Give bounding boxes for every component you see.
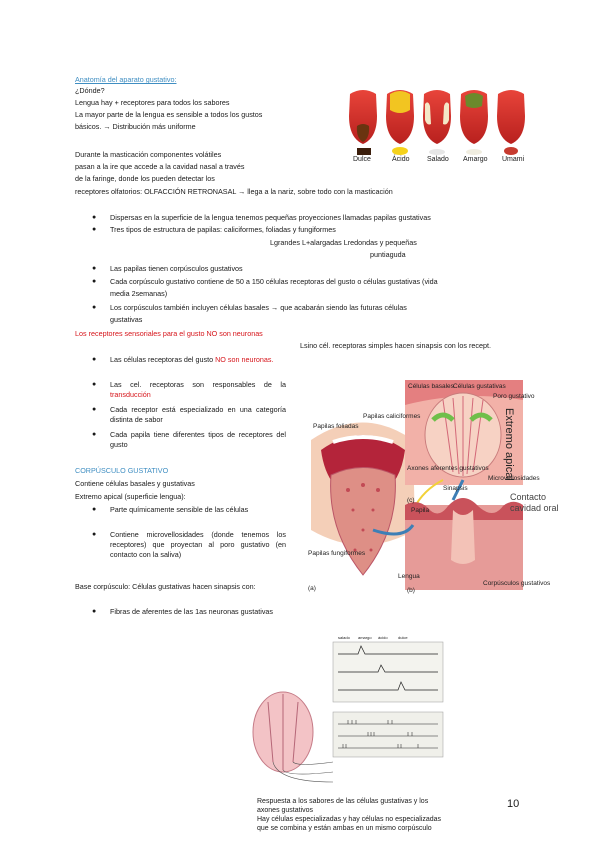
- receptors-red-heading: Los receptores sensoriales para el gusto NO son neuronas: [75, 329, 263, 338]
- label-taste: amargo: [358, 635, 372, 640]
- bullet-dot: ●: [92, 278, 97, 285]
- bullet-subtext: puntiaguda: [370, 250, 406, 259]
- bullet-dot: ●: [92, 304, 97, 311]
- label-papilas-foliadas: Papilas foliadas: [313, 423, 359, 430]
- bullet-text: Las cel. receptoras son responsables de la transducción: [110, 380, 286, 399]
- taste-label-umami: Umami: [502, 156, 525, 163]
- figure-caption: que se combina y están ambas en un mismo corpúsculo: [257, 825, 432, 832]
- label-contacto-cavidad-oral: Contacto cavidad oral: [510, 492, 559, 513]
- label-celulas-basales: Células basales: [408, 383, 454, 390]
- taste-response-figure: [238, 632, 448, 792]
- question-where: ¿Dónde?: [75, 86, 105, 95]
- label-papilas-fungiformes: Papilas fungiformes: [308, 550, 366, 557]
- bullet-text: Los corpúsculos también incluyen células basales → que acabarán siendo las futuras células: [110, 303, 407, 312]
- label-sinapsis: Sinapsis: [443, 485, 468, 492]
- tomato-icon: [504, 147, 518, 155]
- label-c: (c): [407, 497, 415, 504]
- bullet-dot: ●: [92, 265, 97, 272]
- text-line: La mayor parte de la lengua es sensible a todos los gustos: [75, 110, 263, 119]
- tongue-salado: [423, 90, 451, 144]
- section-heading-anatomia: Anatomía del aparato gustativo:: [75, 75, 177, 84]
- label-b: (b): [407, 587, 415, 594]
- paragraph-line: receptores olfatorios: OLFACCIÓN RETRONASAL → llega a la nariz, sobre todo con la masticación: [75, 187, 393, 196]
- bullet-dot: ●: [92, 431, 97, 438]
- bullet-text: Parte químicamente sensible de las células: [110, 505, 249, 514]
- bullet-text: Dispersas en la superficie de la lengua tenemos pequeñas proyecciones llamadas papilas gustativas: [110, 213, 431, 222]
- receptors-note: Lsino cél. receptoras simples hacen sinapsis con los recept.: [300, 341, 491, 350]
- taste-label-salado: Salado: [427, 156, 449, 163]
- label-extremo-apical: Extremo apical: [503, 408, 515, 481]
- bullet-dot: ●: [92, 226, 97, 233]
- bullet-text: Cada receptor está especializado en una categoría distinta de sabor: [110, 405, 286, 424]
- taste-label-amargo: Amargo: [463, 156, 488, 163]
- bullet-dot: ●: [92, 506, 97, 513]
- bullet-text: Cada corpúsculo gustativo contiene de 50 a 150 células receptoras del gusto o células gustativas (vida: [110, 277, 438, 286]
- label-taste: salado: [338, 635, 350, 640]
- bullet-dot: ●: [92, 406, 97, 413]
- bullet-text: Contiene microvellosidades (donde tenemos los receptores) que proyectan al poro gustativo (en contacto con la saliva): [110, 530, 286, 559]
- paragraph-line: pasan a la ire que accede a la cavidad nasal a través: [75, 162, 245, 171]
- label-papilas-caliciformes: Papilas caliciformes: [363, 413, 421, 420]
- text-line: Base corpúsculo: Células gustativas hacen sinapsis con:: [75, 582, 256, 591]
- label-taste: ácido: [378, 635, 388, 640]
- lemon-icon: [392, 147, 408, 155]
- label-axones: Axones aferentes gustativos: [407, 465, 489, 472]
- tongue-dulce: [349, 90, 377, 144]
- label-poro: Poro gustativo: [493, 393, 535, 400]
- bullet-text: Tres tipos de estructura de papilas: caliciformes, foliadas y fungiformes: [110, 225, 336, 234]
- section-heading-corpusculo: CORPÚSCULO GUSTATIVO: [75, 466, 169, 475]
- bullet-dot: ●: [92, 214, 97, 221]
- bullet-dot: ●: [92, 531, 97, 538]
- text-line: básicos. → Distribución más uniforme: [75, 122, 196, 131]
- tongue-acido: [386, 90, 414, 144]
- bullet-text: Las papilas tienen corpúsculos gustativos: [110, 264, 243, 273]
- label-celulas-gustativas: Células gustativas: [453, 383, 506, 390]
- bullet-dot: ●: [92, 381, 97, 388]
- figure-caption: axones gustativos: [257, 807, 314, 814]
- label-lengua: Lengua: [398, 573, 420, 580]
- tongue-amargo: [460, 90, 488, 144]
- label-a: (a): [308, 585, 316, 592]
- text-line: Extremo apical (superficie lengua):: [75, 492, 186, 501]
- tongue-umami: [497, 90, 525, 144]
- bullet-subtext: Lgrandes L+alargadas Lredondas y pequeñas: [270, 238, 417, 247]
- taste-label-dulce: Dulce: [353, 156, 371, 163]
- taste-label-acido: Ácido: [392, 156, 410, 163]
- bullet-text: gustativas: [110, 315, 143, 324]
- chocolate-icon: [357, 148, 371, 155]
- bullet-text: Cada papila tiene diferentes tipos de receptores del gusto: [110, 430, 286, 449]
- figure-caption: Hay células especializadas y hay células no especializadas: [257, 816, 442, 823]
- label-taste: dulce: [398, 635, 408, 640]
- label-corpusculos: Corpúsculos gustativos: [483, 580, 551, 587]
- page-number: 10: [507, 798, 520, 810]
- label-papila: Papila: [411, 507, 430, 514]
- text-line: Contiene células basales y gustativas: [75, 479, 195, 488]
- tongue-taste-figure: [345, 86, 535, 166]
- bullet-text: media 2semanas): [110, 289, 168, 298]
- text-line: Lengua hay + receptores para todos los sabores: [75, 98, 230, 107]
- paragraph-line: Durante la masticación componentes volátiles: [75, 150, 222, 159]
- figure-caption: Respuesta a los sabores de las células gustativas y los: [257, 798, 429, 805]
- bullet-dot: ●: [92, 356, 97, 363]
- bullet-dot: ●: [92, 608, 97, 615]
- bullet-text: Las células receptoras del gusto NO son neuronas.: [110, 355, 274, 364]
- bullet-text: Fibras de aferentes de las 1as neuronas gustativas: [110, 607, 274, 616]
- paragraph-line: de la faringe, donde los pueden detectar los: [75, 174, 215, 183]
- label-microvellosidades: Microvellosidades: [488, 475, 540, 482]
